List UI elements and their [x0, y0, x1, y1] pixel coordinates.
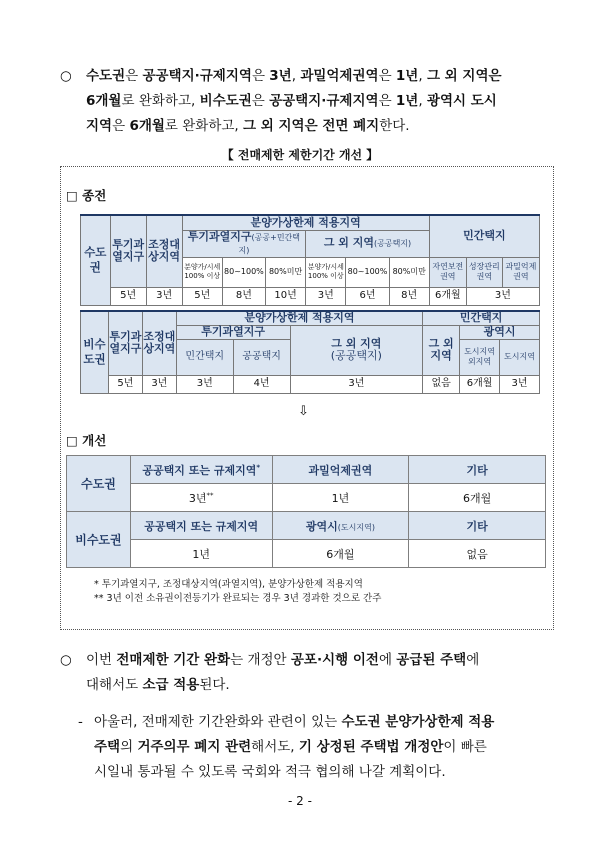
col-other2: 그 외 지역 [423, 325, 460, 375]
cell: 없음 [409, 540, 546, 568]
text-run: (공공택지) [374, 239, 412, 248]
text-run: 로 완화하고, [164, 118, 244, 134]
text-run: 이번 [86, 652, 117, 668]
cell: 없음 [423, 375, 460, 393]
side-noncapital [81, 311, 109, 393]
bullet: ○ [60, 652, 72, 668]
cell: 3년 [290, 375, 423, 393]
cell: 과밀억제권역 [502, 257, 539, 287]
text-run: 시일내 통과될 수 있도록 국회와 적극 협의해 나갈 계획이다. [94, 764, 446, 780]
cell: 도시지역 [500, 339, 540, 375]
cell: 6개월 [272, 540, 409, 568]
text-run: 공공택지·규제지역 [269, 93, 379, 109]
before-capital-table [80, 214, 540, 306]
text-run: 그 외 지역 [323, 236, 374, 249]
text-run: 은 [378, 68, 396, 84]
cell: 6개월 [429, 287, 466, 305]
footnote-mark: ** [206, 490, 214, 499]
col-adj: 조정대상지역 [146, 215, 182, 287]
text-run: 로 완화하고, [121, 93, 200, 109]
col-spec-sub [182, 230, 306, 257]
text-run: , [291, 68, 301, 84]
cell: 3년 [146, 287, 182, 305]
cell: 3년 [142, 375, 176, 393]
header-cell [130, 456, 272, 484]
cell: 6개월 [460, 375, 500, 393]
text-run: 소급 적용 [142, 677, 200, 693]
cell: 8년 [222, 287, 265, 305]
text-run: 주택 [94, 739, 121, 755]
before-noncapital-table [80, 310, 540, 394]
text-run: 수도권 분양가상한제 적용 [341, 714, 495, 730]
text-run: 1년 [395, 68, 419, 84]
paragraph-3 [78, 710, 550, 785]
text-run: , [418, 68, 427, 84]
bullet: ○ [60, 68, 72, 84]
paragraph-3-text [94, 710, 550, 785]
text-run: (공공택지) [330, 349, 382, 362]
text-run: 과밀억제권역 [300, 68, 379, 84]
text-run: 그 외 지역은 전면 폐지 [243, 118, 380, 134]
cell: 도시지역 외지역 [460, 339, 500, 375]
text-run: 비수도권 [199, 93, 252, 109]
after-table [66, 455, 546, 568]
table-caption: 【 전매제한 제한기간 개선 】 [221, 148, 379, 162]
cell: 자연보전권역 [429, 257, 466, 287]
footnote-mark: * [256, 462, 261, 471]
text-run: 투기과열지구 [187, 229, 252, 243]
cell: 4년 [233, 375, 290, 393]
cell: 3년 [306, 287, 346, 305]
cell: 80%미만 [389, 257, 429, 287]
text-run: 은 [251, 68, 270, 84]
text-run: 된다. [199, 677, 230, 693]
text-run: 는 개정안 [230, 652, 291, 668]
paragraph-2 [60, 648, 550, 698]
cell: 공공택지 [233, 339, 290, 375]
text-run: 이 빠른 [443, 739, 487, 755]
text-run: 3년 [188, 491, 207, 505]
cell: 80~100% [346, 257, 389, 287]
side-label: 비수도권 [83, 337, 106, 367]
bullet: - [78, 714, 83, 730]
text-run: 거주의무 폐지 관련 [137, 739, 252, 755]
paragraph-2-text [86, 648, 550, 698]
cell: 5년 [110, 287, 146, 305]
text-run: 에 [466, 652, 480, 668]
text-run: 아울러, 전매제한 기간완화와 관련이 있는 [94, 714, 342, 730]
down-arrow-icon: ⇩ [298, 404, 309, 419]
col-private: 민간택지 [429, 215, 539, 257]
text-run: 광역시 도시 [426, 93, 497, 109]
col-cap: 분양가상한제 적용지역 [182, 215, 429, 230]
col-other-sub [306, 230, 430, 257]
cell: 1년 [130, 540, 272, 568]
text-run: 은 [251, 93, 270, 109]
paragraph-1 [60, 64, 550, 139]
text-run: 은 [378, 93, 396, 109]
cell: 1년 [272, 484, 409, 512]
col-spec: 투기과열지구 [108, 311, 142, 375]
text-run: , [418, 93, 427, 109]
text-run: 은 [112, 118, 130, 134]
text-run: 수도권 [86, 68, 126, 84]
section-label-after: □ 개선 [66, 433, 107, 448]
col-private: 민간택지 [423, 311, 540, 325]
text-run: 은 [125, 68, 143, 84]
text-run: 6개월 [86, 93, 122, 109]
footnotes [94, 578, 381, 606]
text-run: (공공+민간택지) [238, 232, 301, 255]
col-other [290, 325, 423, 375]
text-run: 기 상정된 주택법 개정안 [298, 739, 444, 755]
page-number: - 2 - [288, 794, 312, 808]
cell: 분양가/시세 100% 이상 [306, 257, 346, 287]
section-label-before: □ 종전 [66, 188, 107, 203]
header-cell [272, 512, 409, 540]
header-cell: 과밀억제권역 [272, 456, 409, 484]
text-run: 6개월 [129, 118, 165, 134]
col-cap: 분양가상한제 적용지역 [176, 311, 422, 325]
col-spec-sub: 투기과열지구 [176, 325, 290, 339]
cell: 5년 [108, 375, 142, 393]
header-cell: 기타 [409, 512, 546, 540]
cell: 성장관리권역 [466, 257, 502, 287]
text-run: 한다. [379, 118, 410, 134]
text-run: 공포·시행 이전 [290, 652, 379, 668]
text-run: 대해서도 [86, 677, 143, 693]
cell: 3년 [500, 375, 540, 393]
text-run: (도시지역) [337, 522, 375, 532]
cell: 8년 [389, 287, 429, 305]
footnote-2: ** 3년 이전 소유권이전등기가 완료되는 경우 3년 경과한 것으로 간주 [94, 593, 382, 604]
cell: 민간택지 [176, 339, 233, 375]
cell [130, 484, 272, 512]
text-run: 그 외 지역 [331, 337, 382, 350]
cell: 분양가/시세 100% 이상 [182, 257, 222, 287]
cell: 3년 [466, 287, 539, 305]
side-label: 수도권 [84, 245, 107, 275]
side-capital [81, 215, 111, 305]
cell: 10년 [265, 287, 305, 305]
text-run: 공공택지·규제지역 [142, 68, 252, 84]
text-run: 전매제한 기간 완화 [116, 652, 231, 668]
header-cell: 기타 [409, 456, 546, 484]
text-run: 해서도, [251, 739, 299, 755]
cell: 5년 [182, 287, 222, 305]
cell: 6년 [346, 287, 389, 305]
text-run: 공공택지 또는 규제지역 [142, 463, 257, 477]
text-run: 에 [378, 652, 397, 668]
side-capital: 수도권 [67, 456, 131, 512]
text-run: 공급된 주택 [396, 652, 467, 668]
col-spec: 투기과열지구 [110, 215, 146, 287]
col-adj: 조정대상지역 [142, 311, 176, 375]
text-run: 광역시 [305, 519, 338, 533]
cell: 80~100% [222, 257, 265, 287]
text-run: 의 [120, 739, 138, 755]
text-run: 3년 [269, 68, 292, 84]
cell: 80%미만 [265, 257, 305, 287]
paragraph-1-text [86, 64, 550, 139]
text-run: 지역 [86, 118, 113, 134]
cell: 3년 [176, 375, 233, 393]
header-cell: 공공택지 또는 규제지역 [130, 512, 272, 540]
footnote-1: * 투기과열지구, 조정대상지역(과열지역), 분양가상한제 적용지역 [94, 579, 363, 590]
side-noncapital: 비수도권 [67, 512, 131, 568]
text-run: 그 외 지역은 [426, 68, 502, 84]
cell: 6개월 [409, 484, 546, 512]
col-metro: 광역시 [460, 325, 540, 339]
text-run: 1년 [395, 93, 419, 109]
